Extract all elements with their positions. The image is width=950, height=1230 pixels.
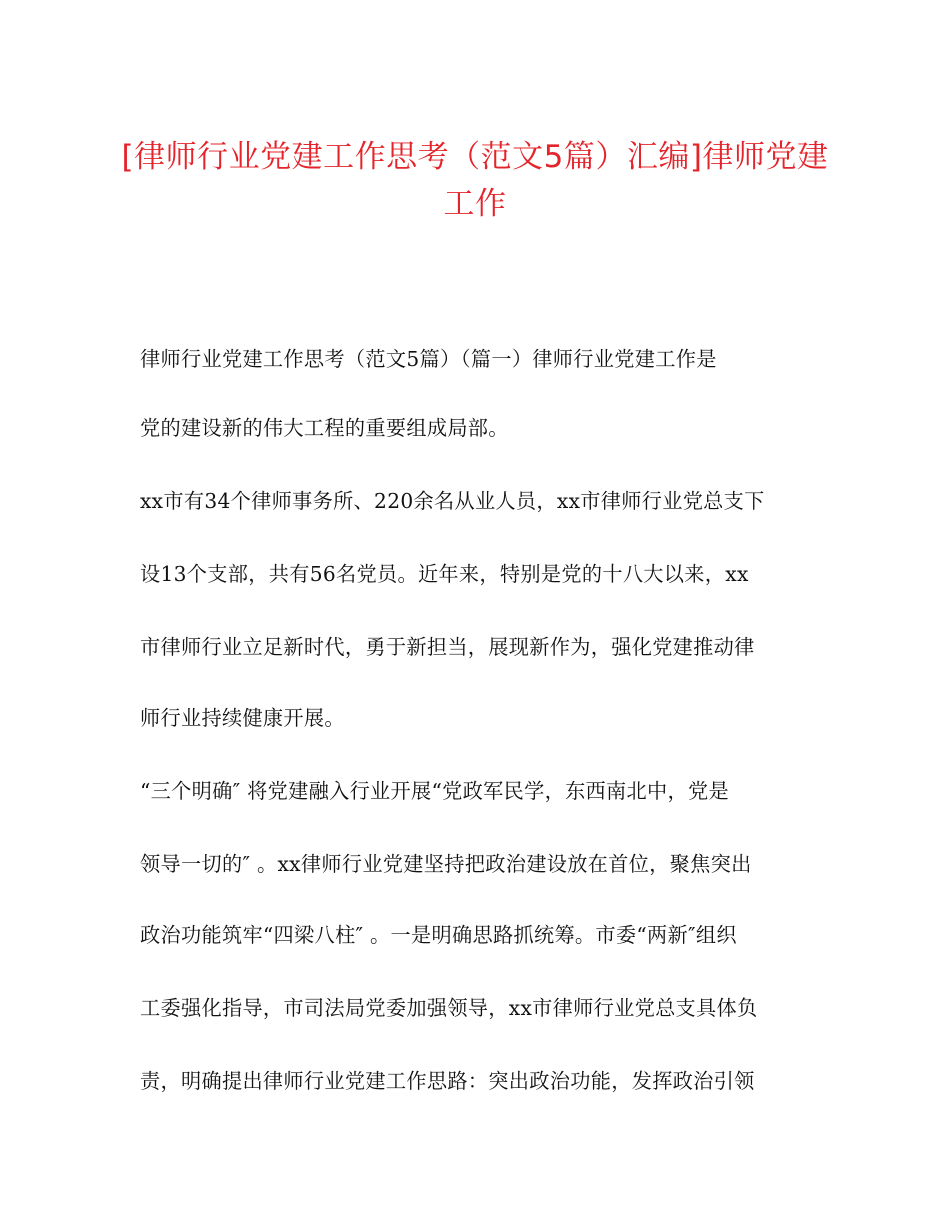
body-line-6: 师行业持续健康开展。 <box>140 706 345 730</box>
body-line-5: 市律师行业立足新时代，勇于新担当，展现新作为，强化党建推动律 <box>140 635 755 659</box>
body-line-10: 工委强化指导，市司法局党委加强领导，xx市律师行业党总支具体负 <box>140 996 758 1020</box>
body-line-9: 政治功能筑牢“四梁八柱″ 。一是明确思路抓统筹。市委“两新″组织 <box>140 923 737 947</box>
body-line-3: xx市有34个律师事务所、220余名从业人员，xx市律师行业党总支下 <box>140 489 765 513</box>
document-title-line-2: 工作 <box>443 186 507 222</box>
body-line-2: 党的建设新的伟大工程的重要组成局部。 <box>140 416 509 440</box>
body-line-11: 责，明确提出律师行业党建工作思路：突出政治功能，发挥政治引领 <box>140 1069 755 1093</box>
body-line-4: 设13个支部，共有56名党员。近年来，特别是党的十八大以来，xx <box>140 562 749 586</box>
document-title-line-1: [律师行业党建工作思考（范文5篇）汇编]律师党建 <box>121 139 829 175</box>
body-line-1: 律师行业党建工作思考（范文5篇）（篇一）律师行业党建工作是 <box>140 347 717 371</box>
body-line-7: “三个明确″ 将党建融入行业开展“党政军民学，东西南北中，党是 <box>140 779 729 803</box>
body-line-8: 领导一切的″ 。xx律师行业党建坚持把政治建设放在首位，聚焦突出 <box>140 852 752 876</box>
